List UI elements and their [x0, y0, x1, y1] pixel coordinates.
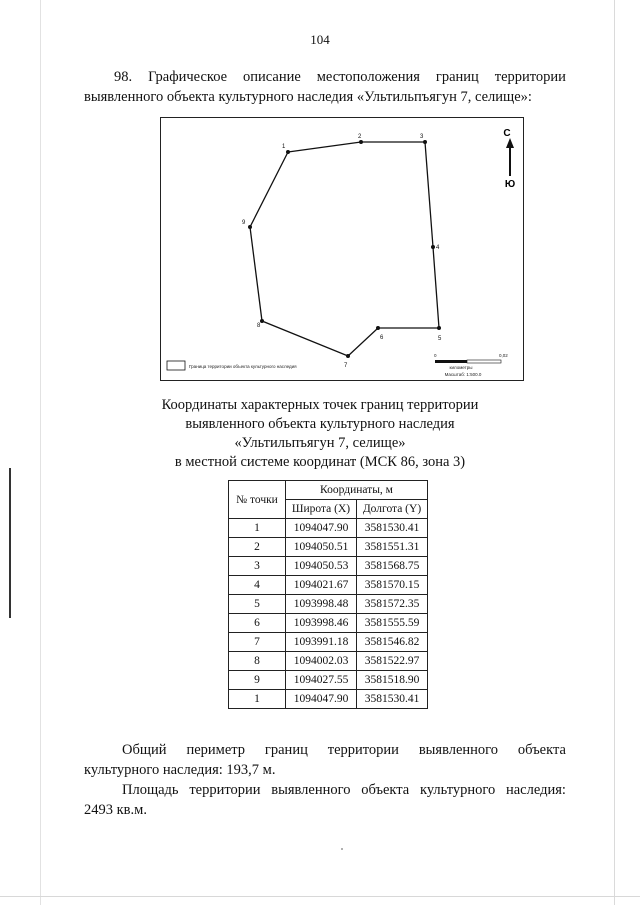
cell-y: 3581568.75	[357, 557, 428, 576]
perimeter-line-2: культурного наследия: 193,7 м.	[84, 762, 276, 778]
area-word: объекта	[361, 782, 410, 798]
caption-line: выявленного объекта культурного наследия	[185, 416, 455, 432]
vertex-9	[248, 225, 252, 229]
boundary-map-svg	[161, 118, 523, 380]
cell-x: 1094027.55	[286, 671, 357, 690]
cell-y: 3581551.31	[357, 538, 428, 557]
scan-edge-left-mark	[9, 468, 11, 618]
header-latitude: Широта (X)	[286, 500, 357, 519]
table-row	[229, 614, 428, 633]
scale-bar	[434, 353, 508, 377]
intro-word: Графическое	[148, 69, 228, 85]
vertex-label-2: 2	[358, 134, 362, 140]
cell-y: 3581530.41	[357, 519, 428, 538]
table-row	[229, 595, 428, 614]
cell-x: 1094047.90	[286, 690, 357, 709]
cell-point: 3	[229, 557, 286, 576]
intro-word: местоположения	[316, 69, 420, 85]
table-caption	[120, 396, 520, 472]
perimeter-word: территории	[327, 742, 399, 758]
north-arrow-icon	[503, 128, 515, 190]
intro-word: территории	[494, 69, 566, 85]
cell-x: 1094050.53	[286, 557, 357, 576]
perimeter-word: границ	[264, 742, 308, 758]
area-line-1	[84, 780, 566, 800]
cell-x: 1093991.18	[286, 633, 357, 652]
area-word: Площадь	[122, 782, 179, 798]
vertex-1	[286, 150, 290, 154]
vertex-2	[359, 140, 363, 144]
cell-point: 8	[229, 652, 286, 671]
vertex-6	[376, 326, 380, 330]
coordinates-table	[228, 480, 428, 709]
boundary-line	[250, 142, 439, 356]
area-word: наследия:	[505, 782, 566, 798]
table-row	[229, 671, 428, 690]
table-row	[229, 519, 428, 538]
vertex-label-5: 5	[438, 336, 442, 342]
table-header-row	[229, 481, 428, 500]
north-label: С	[503, 128, 511, 139]
vertex-label-4: 4	[436, 245, 440, 251]
boundary-map	[160, 117, 524, 381]
legend-text: Граница территории объекта культурного наследия	[189, 364, 297, 369]
table-row	[229, 633, 428, 652]
table-row	[229, 576, 428, 595]
header-coordinates: Координаты, м	[286, 481, 428, 500]
summary-paragraphs	[84, 740, 566, 820]
scale-ratio: Масштаб: 1:500.0	[444, 372, 482, 377]
section-number: 98.	[114, 69, 133, 85]
caption-line: Координаты характерных точек границ территории	[161, 397, 479, 413]
vertex-4	[431, 245, 435, 249]
perimeter-word: периметр	[186, 742, 246, 758]
cell-x: 1094047.90	[286, 519, 357, 538]
scale-tick-end: 0,02	[499, 353, 508, 358]
cell-point: 2	[229, 538, 286, 557]
vertex-label-9: 9	[242, 220, 246, 226]
cell-x: 1093998.48	[286, 595, 357, 614]
cell-y: 3581522.97	[357, 652, 428, 671]
cell-point: 1	[229, 519, 286, 538]
area-word: культурного	[419, 782, 496, 798]
vertex-8	[260, 319, 264, 323]
area-line-2: 2493 кв.м.	[84, 802, 147, 818]
cell-y: 3581570.15	[357, 576, 428, 595]
caption-line: в местной системе координат (МСК 86, зона 3)	[174, 454, 466, 470]
vertex-label-3: 3	[420, 134, 424, 140]
perimeter-word: объекта	[517, 742, 566, 758]
south-label: Ю	[504, 179, 516, 190]
table-body	[229, 519, 428, 709]
intro-word: описание	[243, 69, 301, 85]
cell-point: 7	[229, 633, 286, 652]
vertex-label-8: 8	[257, 323, 261, 329]
cell-point: 9	[229, 671, 286, 690]
perimeter-word: выявленного	[418, 742, 499, 758]
vertex-label-7: 7	[344, 363, 348, 369]
table-row	[229, 538, 428, 557]
scan-speck	[341, 848, 343, 850]
area-word: выявленного	[271, 782, 351, 798]
intro-line-2: выявленного объекта культурного наследия «Ультильпъягун 7, селище»:	[84, 89, 532, 105]
vertex-3	[423, 140, 427, 144]
header-point-number: № точки	[229, 481, 286, 519]
cell-point: 6	[229, 614, 286, 633]
cell-point: 4	[229, 576, 286, 595]
intro-word: границ	[435, 69, 479, 85]
cell-y: 3581518.90	[357, 671, 428, 690]
cell-y: 3581530.41	[357, 690, 428, 709]
table-row	[229, 690, 428, 709]
cell-x: 1094021.67	[286, 576, 357, 595]
page-number: 104	[310, 32, 330, 47]
cell-y: 3581546.82	[357, 633, 428, 652]
legend-swatch	[167, 361, 185, 370]
scale-tick-0: 0	[434, 353, 437, 358]
intro-line-1	[84, 67, 566, 87]
perimeter-word: Общий	[122, 742, 167, 758]
perimeter-line-1	[84, 740, 566, 760]
cell-x: 1094050.51	[286, 538, 357, 557]
scan-edge-right	[614, 0, 615, 905]
header-longitude: Долгота (Y)	[357, 500, 428, 519]
area-word: территории	[189, 782, 261, 798]
table-row	[229, 652, 428, 671]
scan-edge-left	[40, 0, 41, 905]
table-row	[229, 557, 428, 576]
map-legend	[167, 361, 297, 370]
cell-y: 3581572.35	[357, 595, 428, 614]
vertex-label-6: 6	[380, 335, 384, 341]
vertex-7	[346, 354, 350, 358]
vertex-5	[437, 326, 441, 330]
scale-unit: километры	[449, 365, 473, 370]
caption-line: «Ультильпъягун 7, селище»	[234, 435, 406, 451]
cell-x: 1094002.03	[286, 652, 357, 671]
vertex-label-1: 1	[282, 144, 286, 150]
cell-x: 1093998.46	[286, 614, 357, 633]
scan-edge-bottom	[0, 896, 640, 897]
cell-point: 1	[229, 690, 286, 709]
cell-y: 3581555.59	[357, 614, 428, 633]
intro-paragraph	[84, 67, 566, 107]
cell-point: 5	[229, 595, 286, 614]
